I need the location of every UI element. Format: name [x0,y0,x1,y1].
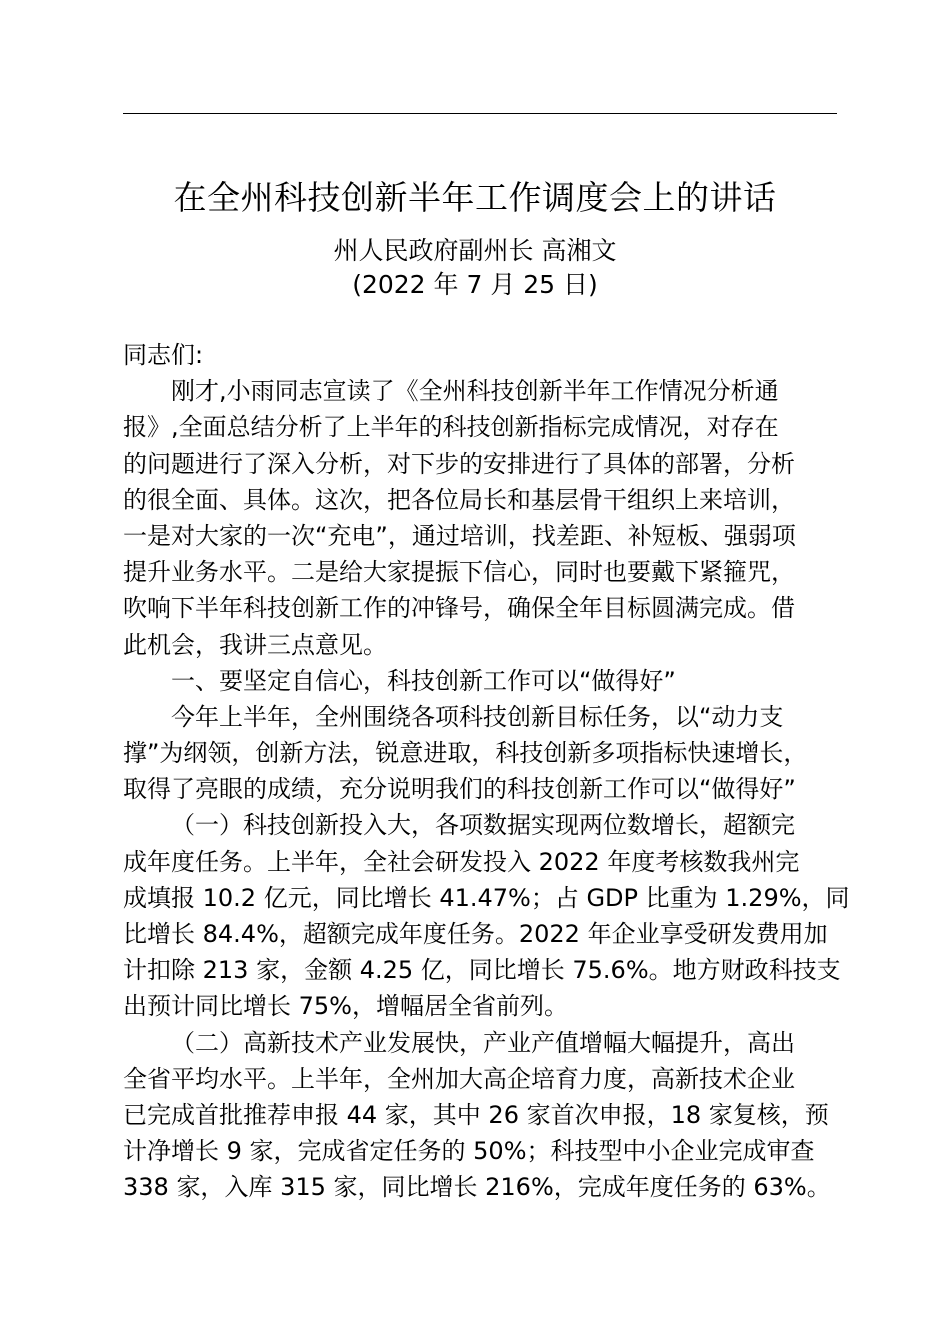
paragraph-line: 计净增长 9 家，完成省定任务的 50%；科技型中小企业完成审查 [123,1137,815,1166]
subsection-line: （二）高新技术产业发展快，产业产值增幅大幅提升，高出 [171,1028,795,1057]
paragraph-line: 出预计同比增长 75%，增幅居全省前列。 [123,992,568,1021]
paragraph-line: 此机会，我讲三点意见。 [123,630,387,659]
paragraph-line: 撑”为纲领，创新方法，锐意进取，科技创新多项指标快速增长， [123,739,808,768]
paragraph-line: 的问题进行了深入分析，对下步的安排进行了具体的部署，分析 [123,449,795,478]
subsection-line: （一）科技创新投入大，各项数据实现两位数增长，超额完 [171,811,795,840]
paragraph-line: 全省平均水平。上半年，全州加大高企培育力度，高新技术企业 [123,1064,795,1093]
paragraph-line: 今年上半年，全州围绕各项科技创新目标任务，以“动力支 [171,702,784,731]
paragraph-line: 一是对大家的一次“充电”，通过培训，找差距、补短板、强弱项 [123,521,796,550]
paragraph-line: 的很全面、具体。这次，把各位局长和基层骨干组织上来培训， [123,485,795,514]
paragraph-line: 成年度任务。上半年，全社会研发投入 2022 年度考核数我州完 [123,847,800,876]
paragraph-line: 计扣除 213 家，金额 4.25 亿，同比增长 75.6%。地方财政科技支 [123,956,841,985]
paragraph-line: 提升业务水平。二是给大家提振下信心，同时也要戴下紧箍咒， [123,558,795,587]
paragraph-line: 338 家，入库 315 家，同比增长 216%，完成年度任务的 63%。 [123,1173,831,1202]
paragraph-line: 吹响下半年科技创新工作的冲锋号，确保全年目标圆满完成。借 [123,594,795,623]
document-body [123,337,850,1206]
author-line: 州人民政府副州长 高湘文 [333,236,617,265]
salutation: 同志们: [123,341,204,369]
paragraph-line: 成填报 10.2 亿元，同比增长 41.47%；占 GDP 比重为 1.29%，同 [123,883,850,912]
document-title: 在全州科技创新半年工作调度会上的讲话 [173,178,777,217]
header-rule [123,113,837,114]
paragraph-line: 已完成首批推荐申报 44 家，其中 26 家首次申报，18 家复核，预 [123,1100,829,1129]
section-heading: 一、要坚定自信心，科技创新工作可以“做得好” [171,666,676,695]
paragraph-line: 比增长 84.4%，超额完成年度任务。2022 年企业享受研发费用加 [123,920,828,948]
date-line: (2022 年 7 月 25 日) [352,270,598,299]
paragraph-line: 刚才,小雨同志宣读了《全州科技创新半年工作情况分析通 [171,377,779,406]
paragraph-line: 报》,全面总结分析了上半年的科技创新指标完成情况，对存在 [123,413,779,442]
paragraph-line: 取得了亮眼的成绩，充分说明我们的科技创新工作可以“做得好” [123,775,796,804]
